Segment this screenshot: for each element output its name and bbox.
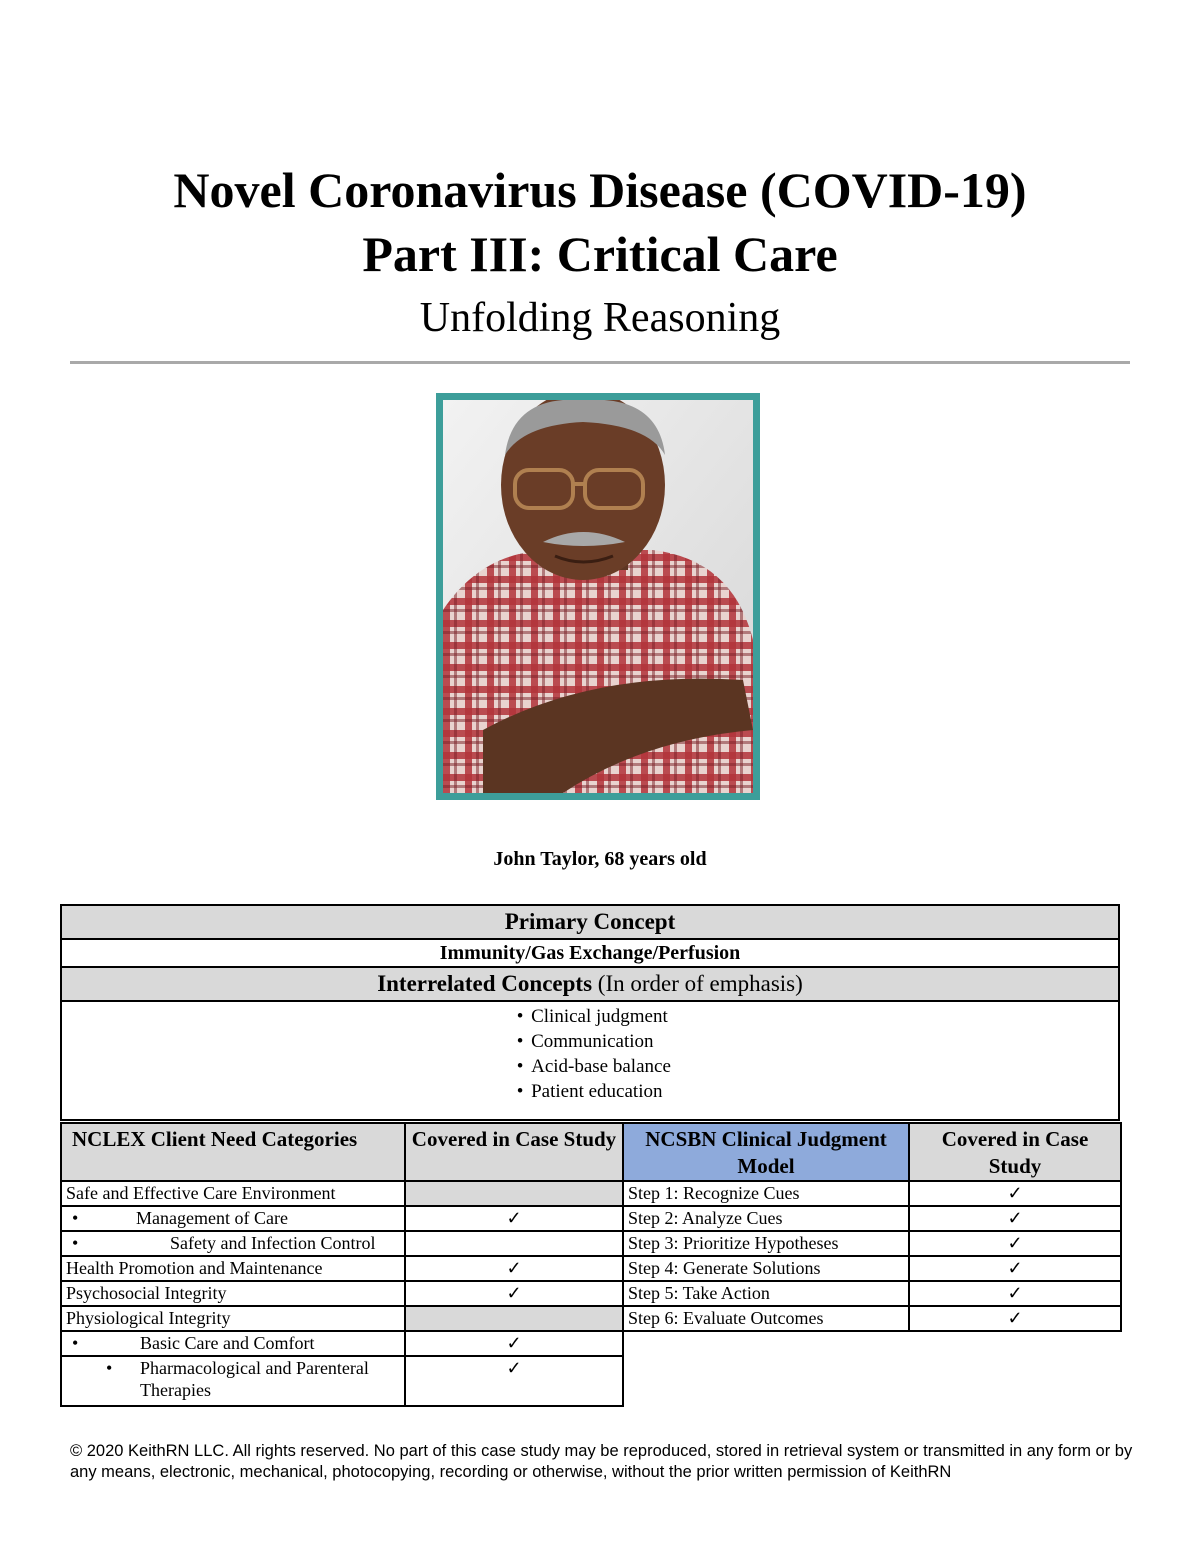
nclex-row-check: [405, 1181, 623, 1206]
nclex-row-text: Safety and Infection Control: [170, 1233, 376, 1253]
ncsbn-row-label: Step 5: Take Action: [623, 1281, 909, 1306]
ncsbn-row-label: Step 3: Prioritize Hypotheses: [623, 1231, 909, 1256]
nclex-row-label: Safe and Effective Care Environment: [61, 1181, 405, 1206]
nclex-row-text: Basic Care and Comfort: [140, 1333, 315, 1353]
interrelated-concept-item: • Acid-base balance: [509, 1054, 671, 1079]
ncsbn-row-check: ✓: [909, 1206, 1121, 1231]
ncsbn-row-label: Step 6: Evaluate Outcomes: [623, 1306, 909, 1331]
interrelated-concepts-heading: [61, 967, 1119, 1001]
empty-cell: [623, 1356, 909, 1406]
title-divider: [70, 361, 1130, 364]
nclex-row-label: [61, 1356, 405, 1406]
ncsbn-row-check: ✓: [909, 1181, 1121, 1206]
ncsbn-row-check: ✓: [909, 1306, 1121, 1331]
nclex-row-check: ✓: [405, 1206, 623, 1231]
title-block: [0, 158, 1200, 348]
ncsbn-row-label: Step 2: Analyze Cues: [623, 1206, 909, 1231]
interrelated-concepts-list: [509, 1002, 671, 1104]
ncsbn-row-check: ✓: [909, 1256, 1121, 1281]
patient-photo: [436, 393, 760, 800]
interrelated-concept-item: • Clinical judgment: [509, 1004, 671, 1029]
bullet: •: [72, 1333, 79, 1353]
nclex-row-text: Management of Care: [136, 1208, 288, 1228]
interrelated-concept-item: • Patient education: [509, 1079, 671, 1104]
nclex-row-label: Psychosocial Integrity: [61, 1281, 405, 1306]
primary-concept-value: Immunity/Gas Exchange/Perfusion: [61, 939, 1119, 967]
interrelated-concepts-list-cell: [61, 1001, 1119, 1120]
nclex-row-check: [405, 1306, 623, 1331]
needs-judgment-table: [60, 1122, 1122, 1407]
concepts-table: [60, 904, 1120, 1121]
copyright-footer: © 2020 KeithRN LLC. All rights reserved. No part of this case study may be reproduced, stored in retrieval system or transmitted in any form or by any means, electronic, mechanical, photocopying, recording or otherwise, without the prior written permission of KeithRN: [70, 1442, 1133, 1481]
nclex-row-text: Pharmacological and Parenteral Therapies: [140, 1358, 369, 1400]
bullet: •: [72, 1233, 79, 1253]
bullet: •: [106, 1358, 113, 1378]
nclex-row-label: [61, 1231, 405, 1256]
ncsbn-row-check: ✓: [909, 1231, 1121, 1256]
document-subtitle: Unfolding Reasoning: [419, 295, 781, 341]
empty-cell: [909, 1331, 1121, 1356]
patient-caption: John Taylor, 68 years old: [493, 848, 707, 870]
interrelated-concept-item: • Communication: [509, 1029, 671, 1054]
interrelated-heading-label: Interrelated Concepts: [377, 971, 593, 996]
nclex-row-label: [61, 1331, 405, 1356]
primary-concept-heading: Primary Concept: [61, 905, 1119, 939]
document-title: Novel Coronavirus Disease (COVID-19): [173, 162, 1027, 218]
ncsbn-row-label: Step 4: Generate Solutions: [623, 1256, 909, 1281]
nclex-row-check: ✓: [405, 1281, 623, 1306]
ncsbn-heading: NCSBN Clinical Judgment Model: [623, 1123, 909, 1181]
nclex-row-check: [405, 1231, 623, 1256]
nclex-row-check: ✓: [405, 1331, 623, 1356]
ncsbn-row-check: ✓: [909, 1281, 1121, 1306]
empty-cell: [909, 1356, 1121, 1406]
document-part-title: Part III: Critical Care: [362, 226, 838, 282]
nclex-row-label: Health Promotion and Maintenance: [61, 1256, 405, 1281]
nclex-covered-heading: Covered in Case Study: [405, 1123, 623, 1181]
ncsbn-row-label: Step 1: Recognize Cues: [623, 1181, 909, 1206]
empty-cell: [623, 1331, 909, 1356]
nclex-heading: NCLEX Client Need Categories: [61, 1123, 405, 1181]
nclex-row-label: Physiological Integrity: [61, 1306, 405, 1331]
bullet: •: [72, 1208, 79, 1228]
ncsbn-covered-heading: Covered in Case Study: [909, 1123, 1121, 1181]
patient-portrait-image: [443, 400, 753, 793]
nclex-row-check: ✓: [405, 1356, 623, 1406]
nclex-row-label: [61, 1206, 405, 1231]
interrelated-heading-note: (In order of emphasis): [592, 971, 803, 996]
nclex-row-check: ✓: [405, 1256, 623, 1281]
